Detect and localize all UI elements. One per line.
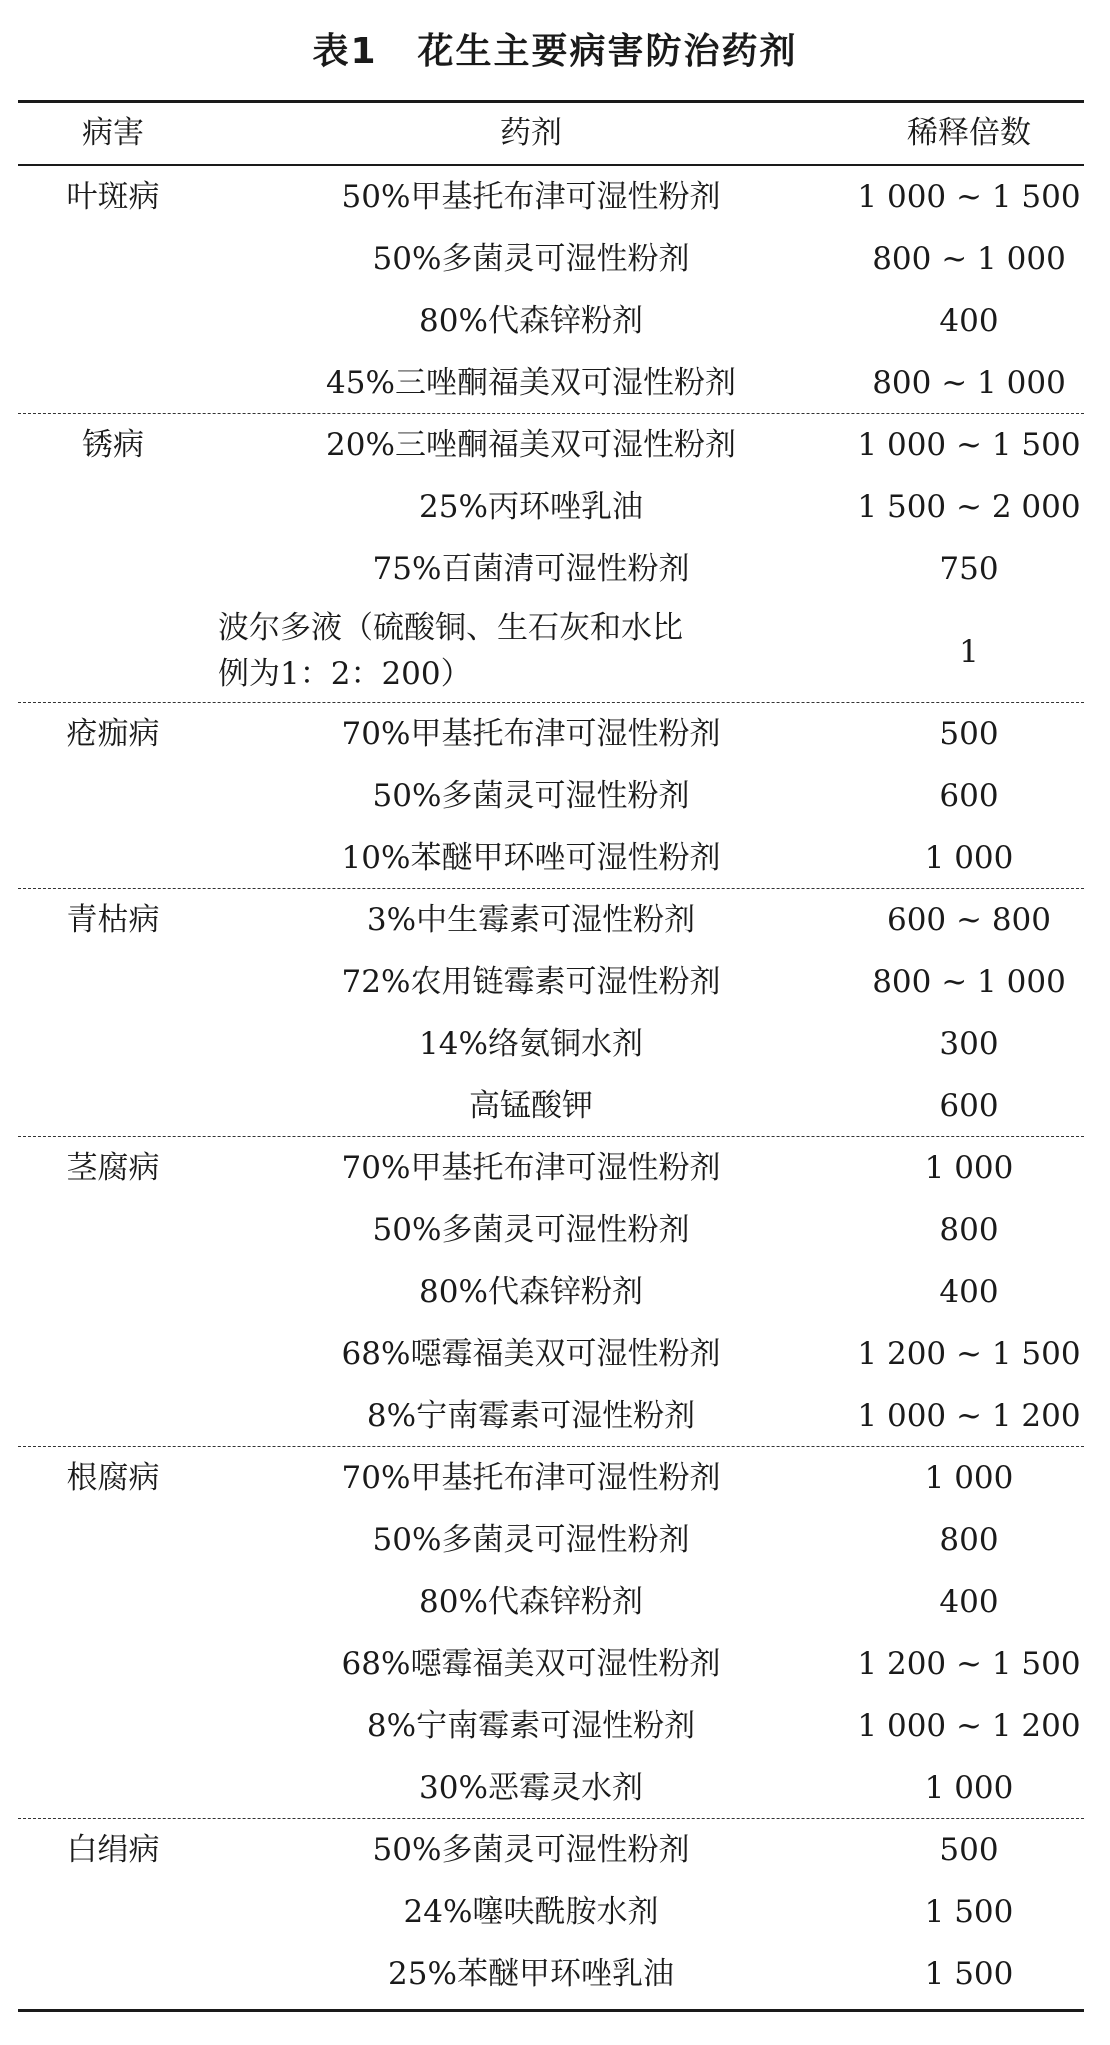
dilution-cell: 400 xyxy=(939,1274,999,1310)
agent-cell: 80%代森锌粉剂 xyxy=(419,303,643,339)
dilution-cell: 1 500 xyxy=(924,1956,1014,1992)
bottom-rule xyxy=(18,2009,1084,2012)
agent-cell: 50%多菌灵可湿性粉剂 xyxy=(372,1522,690,1558)
dilution-cell: 1 000 xyxy=(924,1770,1014,1806)
dilution-cell: 1 000 ~ 1 500 xyxy=(857,427,1081,463)
agent-cell: 3%中生霉素可湿性粉剂 xyxy=(366,902,696,938)
agent-cell: 80%代森锌粉剂 xyxy=(419,1584,643,1620)
agent-cell: 50%多菌灵可湿性粉剂 xyxy=(372,1212,690,1248)
agent-cell: 24%噻呋酰胺水剂 xyxy=(403,1894,659,1930)
agent-cell: 70%甲基托布津可湿性粉剂 xyxy=(341,716,721,752)
dilution-cell: 1 200 ~ 1 500 xyxy=(857,1646,1081,1682)
agent-cell: 14%络氨铜水剂 xyxy=(419,1026,643,1062)
agent-cell: 50%多菌灵可湿性粉剂 xyxy=(372,778,690,814)
disease-cell: 青枯病 xyxy=(66,902,160,938)
agent-cell: 70%甲基托布津可湿性粉剂 xyxy=(341,1150,721,1186)
dilution-cell: 1 000 ~ 1 200 xyxy=(857,1398,1081,1434)
dilution-cell: 800 ~ 1 000 xyxy=(872,964,1066,1000)
agent-cell: 30%恶霉灵水剂 xyxy=(419,1770,643,1806)
agent-cell: 8%宁南霉素可湿性粉剂 xyxy=(366,1708,696,1744)
dilution-cell: 600 xyxy=(939,1088,999,1124)
agent-cell: 高锰酸钾 xyxy=(469,1088,593,1124)
agent-cell: 波尔多液（硫酸铜、生石灰和水比例为1：2：200） xyxy=(218,610,683,692)
dilution-cell: 1 000 xyxy=(924,840,1014,876)
agent-cell: 68%噁霉福美双可湿性粉剂 xyxy=(341,1646,721,1682)
dilution-cell: 800 ~ 1 000 xyxy=(872,365,1066,401)
table-number: 表1 xyxy=(312,31,378,72)
dilution-cell: 300 xyxy=(939,1026,999,1062)
header-dilution: 稀释倍数 xyxy=(907,115,1031,151)
dilution-cell: 1 000 xyxy=(924,1460,1014,1496)
disease-cell: 根腐病 xyxy=(66,1460,160,1496)
agent-cell: 10%苯醚甲环唑可湿性粉剂 xyxy=(341,840,721,876)
dilution-cell: 500 xyxy=(939,1832,999,1868)
dilution-cell: 800 xyxy=(939,1522,999,1558)
agent-cell: 50%多菌灵可湿性粉剂 xyxy=(372,241,690,277)
dilution-cell: 1 xyxy=(959,633,979,670)
dilution-cell: 1 500 xyxy=(924,1894,1014,1930)
dilution-cell: 1 000 ~ 1 500 xyxy=(857,179,1081,215)
agent-cell: 68%噁霉福美双可湿性粉剂 xyxy=(341,1336,721,1372)
dilution-cell: 400 xyxy=(939,1584,999,1620)
agent-cell: 70%甲基托布津可湿性粉剂 xyxy=(341,1460,721,1496)
dilution-cell: 1 000 ~ 1 200 xyxy=(857,1708,1081,1744)
agent-cell: 50%甲基托布津可湿性粉剂 xyxy=(341,179,721,215)
agent-cell: 80%代森锌粉剂 xyxy=(419,1274,643,1310)
agent-cell: 45%三唑酮福美双可湿性粉剂 xyxy=(326,365,736,401)
disease-cell: 锈病 xyxy=(82,427,144,463)
dilution-cell: 400 xyxy=(939,303,999,339)
table-title xyxy=(0,22,1110,82)
header-disease: 病害 xyxy=(82,115,144,151)
agent-cell: 25%苯醚甲环唑乳油 xyxy=(388,1956,674,1992)
agent-cell: 25%丙环唑乳油 xyxy=(419,489,643,525)
dilution-cell: 800 ~ 1 000 xyxy=(872,241,1066,277)
disease-cell: 叶斑病 xyxy=(66,179,160,215)
dilution-cell: 1 200 ~ 1 500 xyxy=(857,1336,1081,1372)
agent-cell: 8%宁南霉素可湿性粉剂 xyxy=(366,1398,696,1434)
dilution-cell: 600 xyxy=(939,778,999,814)
agent-cell: 72%农用链霉素可湿性粉剂 xyxy=(341,964,721,1000)
agent-cell: 75%百菌清可湿性粉剂 xyxy=(372,551,690,587)
disease-cell: 茎腐病 xyxy=(66,1150,160,1186)
dilution-cell: 500 xyxy=(939,716,999,752)
disease-cell: 疮痂病 xyxy=(66,716,160,752)
table-caption: 花生主要病害防治药剂 xyxy=(417,31,798,72)
dilution-cell: 1 000 xyxy=(924,1150,1014,1186)
agent-cell: 20%三唑酮福美双可湿性粉剂 xyxy=(326,427,736,463)
dilution-cell: 750 xyxy=(939,551,999,587)
dilution-cell: 800 xyxy=(939,1212,999,1248)
disease-cell: 白绢病 xyxy=(66,1832,160,1868)
dilution-cell: 600 ~ 800 xyxy=(886,902,1052,938)
dilution-cell: 1 500 ~ 2 000 xyxy=(857,489,1081,525)
header-agent: 药剂 xyxy=(500,115,562,151)
agent-cell: 50%多菌灵可湿性粉剂 xyxy=(372,1832,690,1868)
